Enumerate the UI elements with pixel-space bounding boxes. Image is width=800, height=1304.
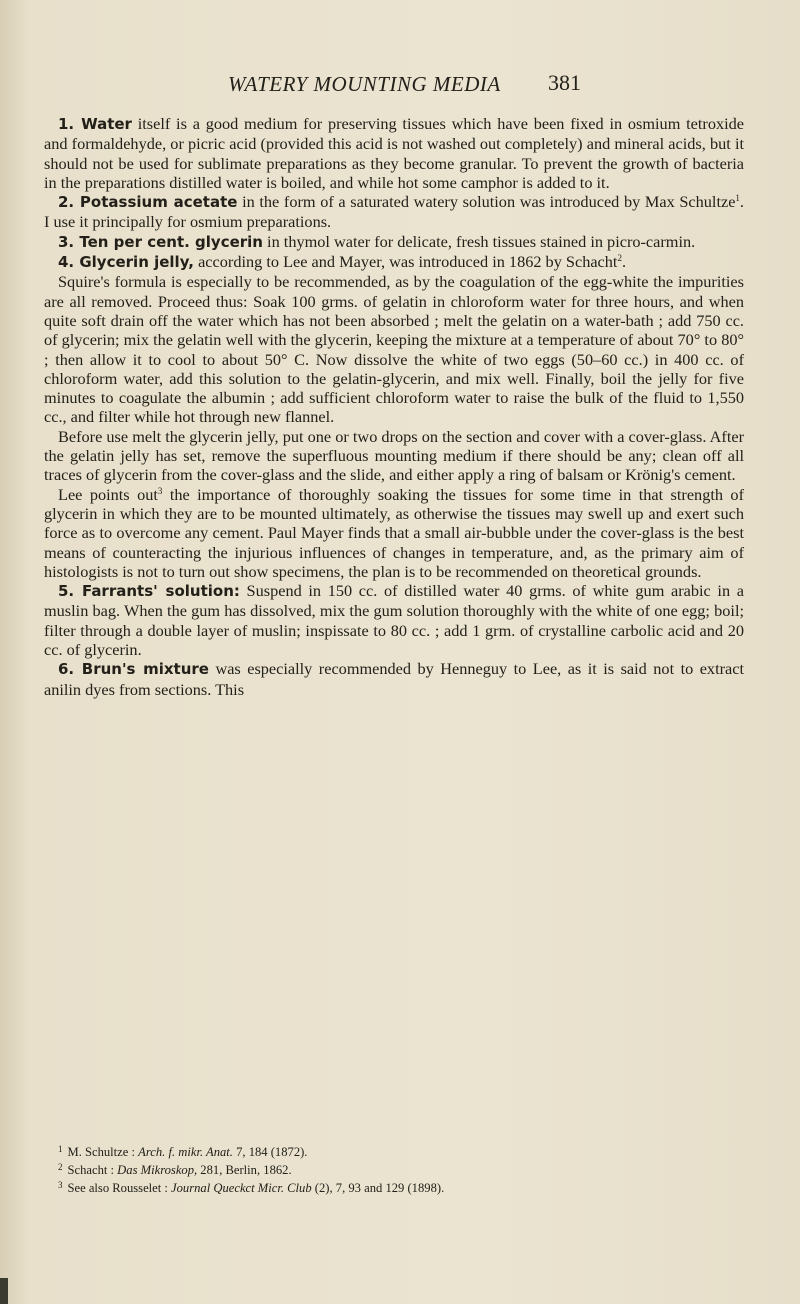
footnotes [58,1142,748,1196]
paragraph-text: the importance of thoroughly soaking the tissues for some time in that strength of glycerin in which they are to be mounted ultimately, as otherwise the tissues may swell up and exert such force as to overcome any cement. Paul Mayer finds that a small air-bubble under the cover-glass is the best means of counteracting the injurious influences of changes in temperature, and, as the primary aim of histologists is not to turn out show specimens, the plan is to be recommended on theoretical grounds. [44,484,744,581]
footnote [58,1160,748,1178]
footnote-text: M. Schultze : [67,1145,139,1159]
paragraph-text: was especially recommended by Henneguy to Lee, as it is said not to extract anilin dyes from sections. This [44,659,744,699]
paragraph [44,232,744,252]
footnote-text: 7, 184 (1872). [232,1145,308,1159]
page-edge-shadow [0,1278,8,1304]
page-number: 381 [548,70,581,95]
paragraph-text: Before use melt the glycerin jelly, put one or two drops on the section and cover with a cover-glass. After the gelatin jelly has set, remove the superfluous mounting medium if there should be any; clean off all traces of glycerin from the cover-glass and the slide, and either apply a ring of balsam or Krönig's cement. [44,426,744,485]
paragraph-text: in the form of a saturated watery solution was introduced by Max Schultze [237,192,736,212]
footnote-mark: 2 [58,1162,63,1172]
paragraph-lead: 1. Water [58,115,132,133]
footnote [58,1142,748,1160]
paragraph [44,485,744,581]
paragraph-text: Suspend in 150 cc. of distilled water 40 grms. of white gum arabic in a muslin bag. When the gum has dissolved, mix the gum solution thoroughly with the white of one egg; boil; filter through a double layer of muslin; inspissate to 80 cc. ; add 1 grm. of crystalline carbolic acid and 20 cc. of glycerin. [44,581,744,660]
paragraph [44,252,744,272]
paragraph-text: itself is a good medium for preserving tissues which have been fixed in osmium tetroxide and formaldehyde, or picric acid (provided this acid is not washed out completely) and mineral acids, but it should not be used for sublimate preparations as they become granular. To prevent the growth of bacteria in the preparations distilled water is boiled, and while hot some camphor is added to it. [44,114,745,192]
footnote-ref: 3 [157,485,163,496]
footnote-mark: 1 [58,1144,63,1154]
body-text [44,114,744,699]
paragraph [44,114,744,192]
paragraph [44,192,744,232]
paragraph [44,581,744,659]
page-header [228,72,768,108]
footnote-text: (2), 7, 93 and 129 (1898). [311,1181,445,1195]
paragraph-lead: 3. Ten per cent. glycerin [58,232,263,251]
paragraph-lead: 2. Potassium acetate [58,193,238,212]
running-title: WATERY MOUNTING MEDIA [228,72,501,96]
paragraph-lead: 5. Farrants' solution: [58,582,240,601]
paragraph-text: Lee points out [58,484,158,504]
footnote-text: See also Rousselet : [67,1181,172,1195]
paragraph [44,272,744,426]
paragraph-text: according to Lee and Mayer, was introduced in 1862 by Schacht [194,252,618,272]
footnote [58,1178,748,1196]
footnote-ref: 1 [735,193,740,204]
paragraph-text: in thymol water for delicate, fresh tissues stained in picro-carmin. [262,231,696,251]
paragraph [44,427,744,485]
footnote-source: Das Mikroskop, [117,1163,198,1177]
paragraph [44,659,744,699]
paragraph-text: . I use it principally for osmium preparations. [44,192,744,232]
footnote-text: Schacht : [67,1163,118,1177]
paragraph-lead: 4. Glycerin jelly, [58,253,195,272]
footnote-source: Arch. f. mikr. Anat. [138,1145,233,1159]
paragraph-text: Squire's formula is especially to be recommended, as by the coagulation of the egg-white the impurities are all removed. Proceed thus: Soak 100 grms. of gelatin in chloroform water for three hours, and when quite soft drain off the water which has not been absorbed ; melt the gelatin on a water-bath ; add 750 cc. of glycerin; mix the gelatin well with the glycerin, keeping the mixture at a temperature of about 70° to 80° ; then allow it to cool to about 50° C. Now dissolve the white of two eggs (50–60 cc.) in 400 cc. of chloroform water, add this solution to the gelatin-glycerin, and mix well. Finally, boil the jelly for five minutes to coagulate the albumin ; add sufficient chloroform water to raise the bulk of the fluid to 1,550 cc., and filter while hot through new flannel. [44,272,744,427]
footnote-text: 281, Berlin, 1862. [197,1163,292,1177]
footnote-source: Journal Queckct Micr. Club [171,1181,312,1195]
paragraph-lead: 6. Brun's mixture [58,660,209,679]
footnote-ref: 2 [617,253,622,264]
paragraph-text: . [621,252,627,272]
footnote-mark: 3 [58,1180,63,1190]
